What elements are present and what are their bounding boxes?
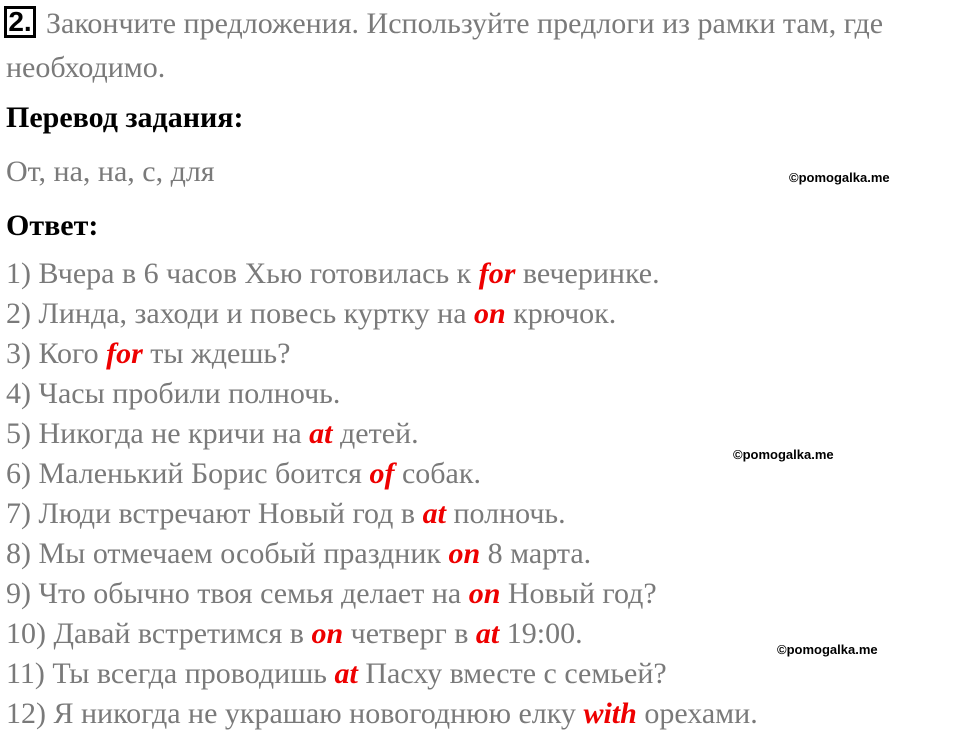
answer-item <box>6 334 758 374</box>
answer-text: детей. <box>332 417 419 450</box>
preposition: at <box>334 657 358 690</box>
answer-text: 19:00. <box>499 617 583 650</box>
answer-item <box>6 254 758 294</box>
translation-text: От, на, на, с, для <box>6 155 215 188</box>
preposition: for <box>106 337 143 370</box>
answer-item <box>6 494 758 534</box>
answer-text: Пасху вместе с семьей? <box>357 657 667 690</box>
answer-item <box>6 574 758 614</box>
answer-text: 2) Линда, заходи и повесь куртку на <box>6 297 475 330</box>
preposition: on <box>474 297 506 330</box>
answer-item <box>6 534 758 574</box>
answer-text: орехами. <box>636 697 758 730</box>
answer-text: крючок. <box>505 297 617 330</box>
answer-text: вечеринке. <box>515 257 660 290</box>
task-instruction-line-1: Закончите предложения. Используйте предлоги из рамки там, где <box>46 7 884 40</box>
answer-text: ты ждешь? <box>142 337 291 370</box>
preposition: on <box>468 577 501 610</box>
answer-item <box>6 614 758 654</box>
watermark: ©pomogalka.me <box>777 642 878 657</box>
preposition: on <box>448 537 481 570</box>
preposition: for <box>478 257 516 290</box>
answer-item <box>6 374 758 414</box>
answer-text: четверг в <box>343 617 476 650</box>
answer-heading: Ответ: <box>6 209 99 242</box>
watermark: ©pomogalka.me <box>733 447 834 462</box>
answer-item <box>6 694 758 734</box>
answer-item <box>6 454 758 494</box>
translation-heading: Перевод задания: <box>6 101 244 134</box>
answer-text: полночь. <box>445 497 566 530</box>
preposition: at <box>475 617 500 650</box>
answer-item <box>6 414 758 454</box>
answer-text: 7) Люди встречают Новый год в <box>6 497 423 530</box>
answer-text: 10) Давай встретимся в <box>6 617 312 650</box>
answer-text: собак. <box>394 457 481 490</box>
preposition: with <box>583 697 637 730</box>
answer-text: Новый год? <box>500 577 657 610</box>
answer-text: 12) Я никогда не украшаю новогоднюю елку <box>6 697 584 730</box>
answer-item <box>6 654 758 694</box>
task-number-badge: 2. <box>4 6 36 38</box>
answer-text: 1) Вчера в 6 часов Хью готовилась к <box>6 257 479 290</box>
watermark: ©pomogalka.me <box>789 170 890 185</box>
answer-item <box>6 294 758 334</box>
preposition: on <box>311 617 344 650</box>
answer-text: 9) Что обычно твоя семья делает на <box>6 577 469 610</box>
preposition: at <box>309 417 333 450</box>
answer-text: 11) Ты всегда проводишь <box>6 657 335 690</box>
answer-text: 3) Кого <box>6 337 107 370</box>
preposition: of <box>369 457 395 490</box>
preposition: at <box>422 497 446 530</box>
answer-text: 8) Мы отмечаем особый праздник <box>6 537 449 570</box>
answer-text: 6) Маленький Борис боится <box>6 457 370 490</box>
answer-text: 5) Никогда не кричи на <box>6 417 310 450</box>
answer-list <box>6 254 758 734</box>
answer-text: 4) Часы пробили полночь. <box>6 377 341 410</box>
answer-text: 8 марта. <box>480 537 592 570</box>
task-instruction-line-2: необходимо. <box>6 51 166 84</box>
